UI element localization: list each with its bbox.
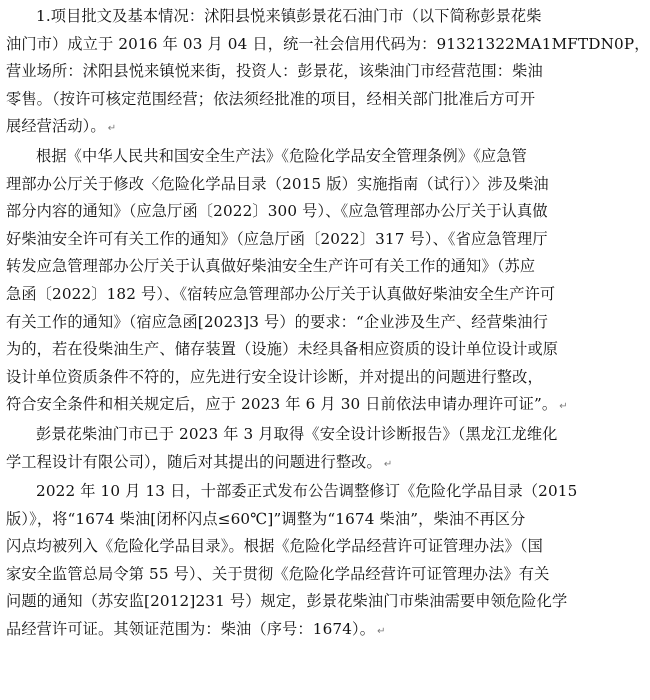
text-line: 学工程设计有限公司），随后对其提出的问题进行整改。 [6,452,382,471]
text-line: 家安全监管总局令第 55 号）、关于贯彻《危险化学品经营许可证管理办法》有关 [6,564,550,583]
text-line: 2022 年 10 月 13 日，十部委正式发布公告调整修订《危险化学品目录（2015 [36,482,578,501]
text-line: 符合安全条件和相关规定后，应于 2023 年 6 月 30 日前依法申请办理许可证”。 [6,395,558,414]
text-line: 彭景花柴油门市已于 2023 年 3 月取得《安全设计诊断报告》（黑龙江龙维化 [36,424,558,443]
text-line-with-mark [6,113,559,143]
text-line: 油门市）成立于 2016 年 03 月 04 日，统一社会信用代码为：91321322MA1MFTDN0P， [6,34,650,53]
text-line: 闪点均被列入《危险化学品目录》。根据《危险化学品经营许可证管理办法》（国 [6,537,543,556]
text-line: 营业场所：沭阳县悦来镇悦来街，投资人：彭景花，该柴油门市经营范围：柴油 [6,62,543,81]
text-line: 展经营活动）。 [6,117,106,136]
text-line: 根据《中华人民共和国安全生产法》《危险化学品安全管理条例》《应急管 [36,146,527,165]
text-line-with-mark [6,616,559,646]
paragraph-catalog-revision [6,478,578,646]
text-line: 部分内容的通知》（应急厅函〔2022〕300 号）、《应急管理部办公厅关于认真做 [6,202,548,221]
paragraph-diagnosis-report [6,421,559,478]
text-line: 版）》，将“1674 柴油[闭杯闪点≤60℃]”调整为“1674 柴油”，柴油不再区分 [6,509,526,528]
text-line: 急函〔2022〕182 号）、《宿转应急管理部办公厅关于认真做好柴油安全生产许可 [6,284,556,303]
paragraph-mark-icon: ↵ [559,401,568,413]
text-line: 1.项目批文及基本情况：沭阳县悦来镇彭景花石油门市（以下简称彭景花柴 [36,7,542,25]
paragraph-mark-icon: ↵ [377,626,386,638]
text-line-with-mark [6,449,559,479]
paragraph-mark-icon: ↵ [383,458,393,470]
text-line: 设计单位资质条件不符的，应先进行安全设计诊断，并对提出的问题进行整改， [6,367,543,386]
text-line: 理部办公厅关于修改〈危险化学品目录（2015 版）实施指南（试行）〉涉及柴油 [6,174,549,193]
text-line-with-mark [6,391,568,421]
text-line: 有关工作的通知》（宿应急函[2023]3 号）的要求：“企业涉及生产、经营柴油行 [6,312,548,331]
text-line: 零售。（按许可核定范围经营；依法须经批准的项目，经相关部门批准后方可开 [6,89,536,108]
text-line: 转发应急管理部办公厅关于认真做好柴油安全生产许可有关工作的通知》（苏应 [6,257,536,276]
text-line: 好柴油安全许可有关工作的通知》（应急厅函〔2022〕317 号）、《省应急管理厅 [6,229,548,248]
paragraph-mark-icon: ↵ [107,123,117,135]
text-line: 为的，若在役柴油生产、储存装置（设施）未经具备相应资质的设计单位设计或原 [6,340,559,359]
paragraph-project-basic-info [6,3,650,143]
paragraph-legal-basis [6,143,568,421]
text-line: 问题的通知（苏安监[2012]231 号）规定，彭景花柴油门市柴油需要申领危险化学 [6,592,568,611]
text-line: 品经营许可证。其领证范围为：柴油（序号：1674）。 [6,620,376,639]
